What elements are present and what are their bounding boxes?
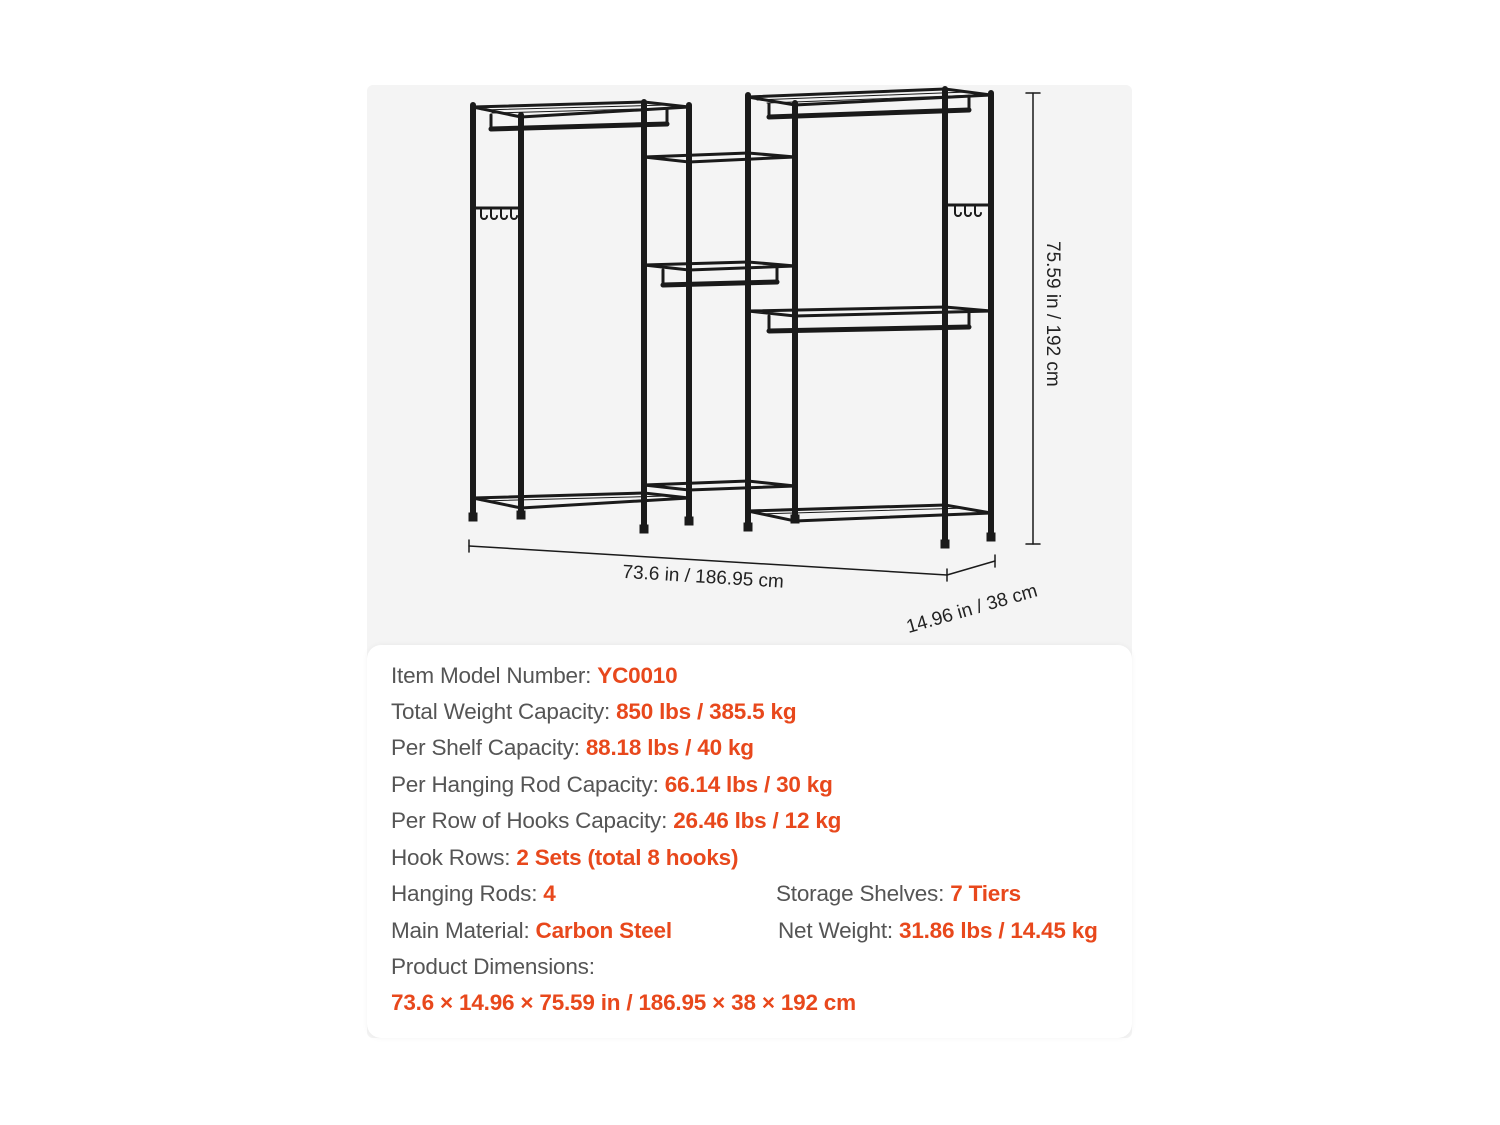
width-dimension-label: 73.6 in / 186.95 cm [621,561,785,593]
depth-dimension-label: 14.96 in / 38 cm [904,580,1040,638]
spec-rod-capacity: Per Hanging Rod Capacity: 66.14 lbs / 30 kg [391,772,833,797]
spec-total-capacity: Total Weight Capacity: 850 lbs / 385.5 kg [391,699,797,724]
spec-hooks-capacity: Per Row of Hooks Capacity: 26.46 lbs / 12 kg [391,808,842,833]
spec-dimensions-label: Product Dimensions: [391,954,595,979]
spec-storage-shelves: Storage Shelves: 7 Tiers [776,881,1021,906]
spec-hook-rows: Hook Rows: 2 Sets (total 8 hooks) [391,845,739,870]
spec-dimensions-value: 73.6 × 14.96 × 75.59 in / 186.95 × 38 × 192 cm [391,990,856,1015]
spec-model-number: Item Model Number: YC0010 [391,663,678,688]
spec-main-material: Main Material: Carbon Steel [391,918,672,943]
spec-net-weight: Net Weight: 31.86 lbs / 14.45 kg [778,918,1098,943]
height-dimension-label: 75.59 in / 192 cm [1042,241,1063,387]
spec-hanging-rods: Hanging Rods: 4 [391,881,556,906]
product-card [367,85,1132,1038]
spec-shelf-capacity: Per Shelf Capacity: 88.18 lbs / 40 kg [391,735,754,760]
spec-panel [367,645,1132,1038]
clothing-rack-illustration [367,85,1132,645]
